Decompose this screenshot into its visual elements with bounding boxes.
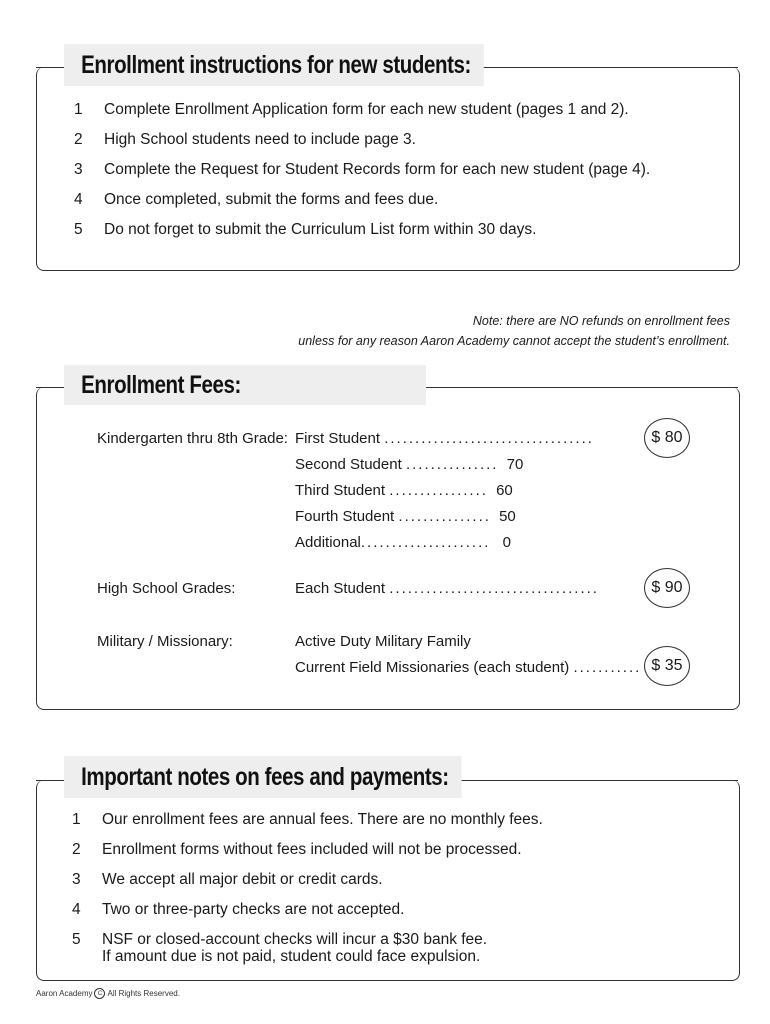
footer — [36, 988, 180, 999]
fee-circle-mil: $ 35 — [644, 646, 690, 686]
hs-label: High School Grades: — [97, 580, 236, 597]
list-item: 5 Do not forget to submit the Curriculum List form within 30 days. — [74, 221, 537, 238]
list-item: 3 We accept all major debit or credit cards. — [72, 871, 383, 888]
refund-note-line1: Note: there are NO refunds on enrollment fees — [472, 314, 730, 328]
list-item: 1 Complete Enrollment Application form for each new student (pages 1 and 2). — [74, 101, 629, 118]
fee-row-second: Second Student ............... 70 — [295, 456, 524, 473]
fee-row-military: Active Duty Military Family — [295, 633, 471, 650]
fee-row-hs: Each Student .................................. — [295, 580, 599, 597]
list-item: 1 Our enrollment fees are annual fees. There are no monthly fees. — [72, 811, 543, 828]
list-item: 2 Enrollment forms without fees included will not be processed. — [72, 841, 522, 858]
fee-circle-k8: $ 80 — [644, 418, 690, 458]
list-item: 4 Two or three-party checks are not accepted. — [72, 901, 405, 918]
fee-row-fourth: Fourth Student ............... 50 — [295, 508, 516, 525]
fee-circle-hs: $ 90 — [644, 568, 690, 608]
list-item: 5 NSF or closed-account checks will incur a $30 bank fee. — [72, 931, 488, 948]
refund-note-line2: unless for any reason Aaron Academy cannot accept the student’s enrollment. — [298, 334, 730, 348]
list-item: 4 Once completed, submit the forms and fees due. — [74, 191, 439, 208]
refund-note — [298, 311, 730, 351]
section1-title: Enrollment instructions for new students: — [68, 44, 484, 86]
fee-row-first: First Student .................................. — [295, 430, 594, 447]
list-item: 2 High School students need to include page 3. — [74, 131, 416, 148]
section3-title: Important notes on fees and payments: — [68, 756, 462, 798]
k8-label: Kindergarten thru 8th Grade: — [97, 430, 288, 447]
notes-item5-line2: If amount due is not paid, student could face expulsion. — [102, 948, 481, 965]
section2-title: Enrollment Fees: — [68, 365, 254, 405]
fee-row-missionary: Current Field Missionaries (each student) ........... — [295, 659, 642, 676]
notes-list — [72, 805, 712, 955]
footer-rights: All Rights Reserved. — [107, 989, 180, 998]
footer-org: Aaron Academy — [36, 989, 93, 998]
mil-label: Military / Missionary: — [97, 633, 233, 650]
copyright-icon: C — [94, 988, 105, 999]
list-item: 3 Complete the Request for Student Records form for each new student (page 4). — [74, 161, 651, 178]
fee-row-additional: Additional..................... 0 — [295, 534, 511, 551]
fee-row-third: Third Student ................ 60 — [295, 482, 513, 499]
instructions-list — [74, 95, 714, 245]
